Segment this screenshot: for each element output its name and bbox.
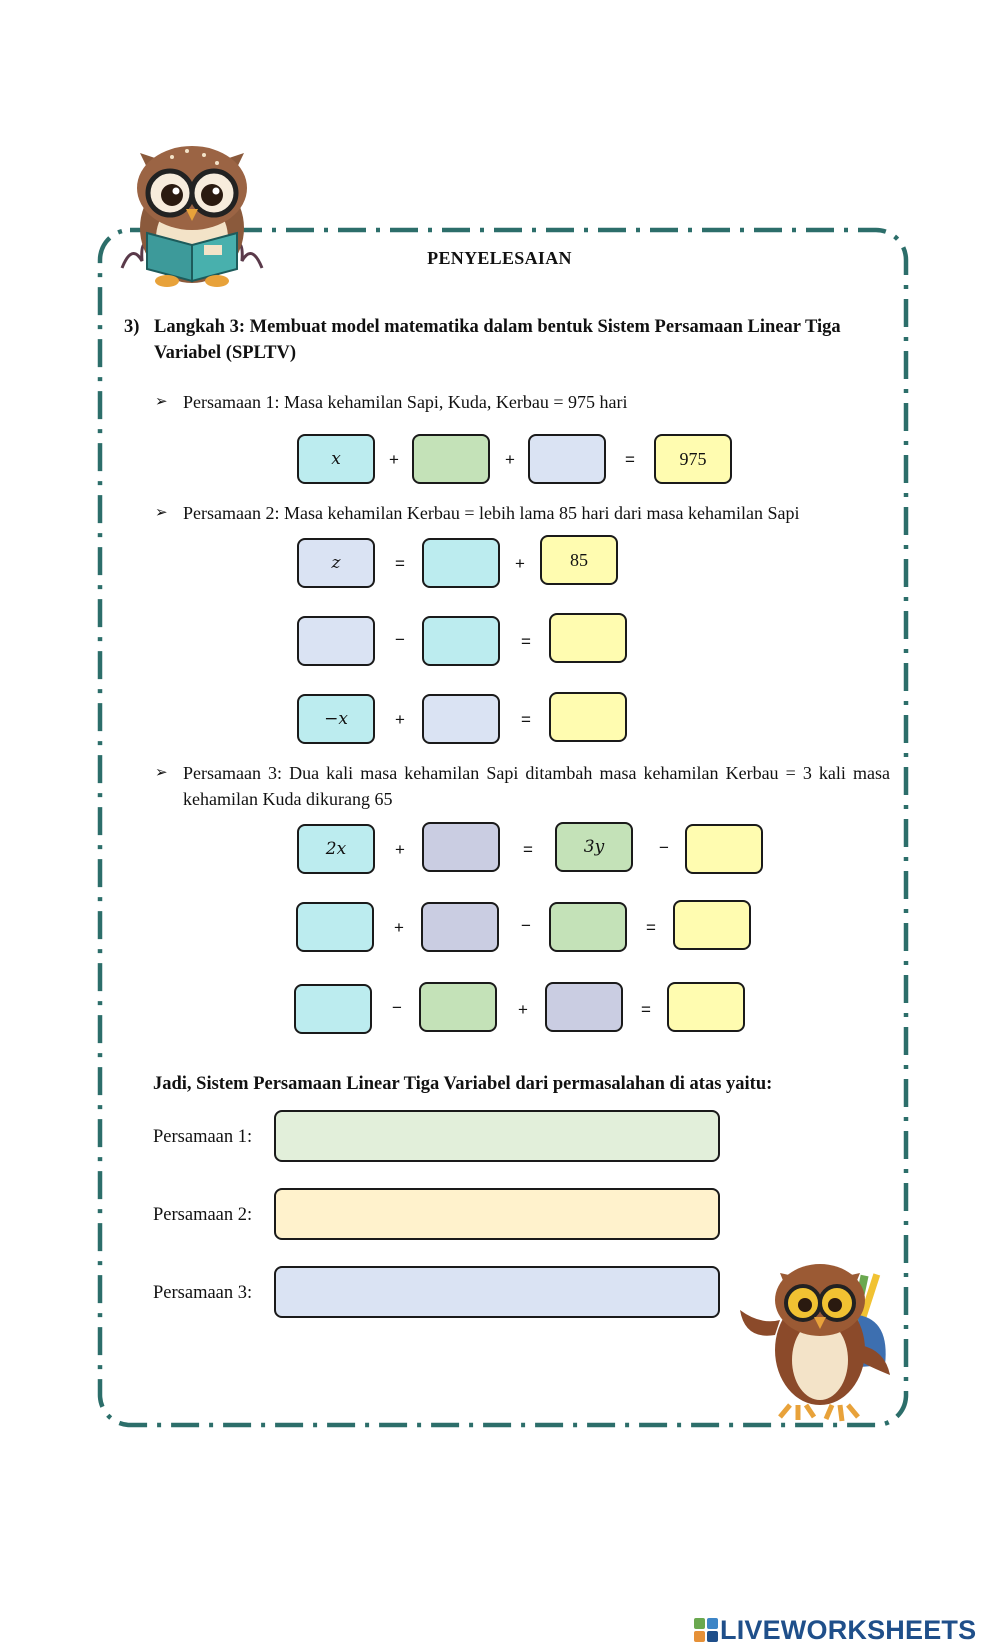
- eq2b-box-1[interactable]: [297, 616, 375, 666]
- owl-with-backpack-icon: [740, 1255, 910, 1425]
- step-text: Langkah 3: Membuat model matematika dalam bentuk Sistem Persamaan Linear Tiga Variabel (SPLTV): [154, 317, 841, 363]
- eq3a-box-3: 3y: [555, 822, 633, 872]
- eq3c-operator-1: −: [392, 998, 402, 1017]
- liveworksheets-logo: [694, 1615, 976, 1645]
- eq2c-box-3[interactable]: [549, 692, 627, 742]
- eq3a-box-4[interactable]: [685, 824, 763, 874]
- eq2b-box-2[interactable]: [422, 616, 500, 666]
- eq3b-box-1[interactable]: [296, 902, 374, 952]
- eq3b-box-4[interactable]: [673, 900, 751, 950]
- eq3c-box-3[interactable]: [545, 982, 623, 1032]
- bullet-text: Persamaan 3: Dua kali masa kehamilan Sapi ditambah masa kehamilan Kerbau = 3 kali masa kehamilan Kuda dikurang 65: [183, 763, 890, 809]
- eq1-box-2[interactable]: [412, 434, 490, 484]
- eq2c-box-2[interactable]: [422, 694, 500, 744]
- arrowhead-bullet-icon: ➢: [155, 394, 168, 410]
- arrowhead-bullet-icon: ➢: [155, 505, 168, 521]
- answer-field-2[interactable]: [274, 1188, 720, 1240]
- eq1-box-4: 975: [654, 434, 732, 484]
- bullet-text: Persamaan 1: Masa kehamilan Sapi, Kuda, Kerbau = 975 hari: [183, 392, 628, 412]
- arrowhead-bullet-icon: ➢: [155, 765, 168, 781]
- eq3a-operator-1: +: [395, 840, 405, 859]
- answer-field-1[interactable]: [274, 1110, 720, 1162]
- eq3a-operator-2: =: [523, 840, 533, 859]
- eq3b-operator-1: +: [394, 918, 404, 937]
- eq2b-operator-2: =: [521, 632, 531, 651]
- page-heading: PENYELESAIAN: [427, 248, 572, 268]
- eq2a-box-3: 85: [540, 535, 618, 585]
- eq3b-operator-2: −: [521, 916, 531, 935]
- eq2c-operator-1: +: [395, 710, 405, 729]
- eq3b-box-2[interactable]: [421, 902, 499, 952]
- eq1-operator-1: +: [389, 450, 399, 469]
- eq1-operator-3: =: [625, 450, 635, 469]
- answer-field-3[interactable]: [274, 1266, 720, 1318]
- answer-label-3: Persamaan 3:: [153, 1283, 253, 1303]
- eq2c-operator-2: =: [521, 710, 531, 729]
- eq2a-box-2[interactable]: [422, 538, 500, 588]
- eq3c-box-4[interactable]: [667, 982, 745, 1032]
- eq3c-box-1[interactable]: [294, 984, 372, 1034]
- conclusion-text: Jadi, Sistem Persamaan Linear Tiga Variabel dari permasalahan di atas yaitu:: [153, 1074, 773, 1094]
- eq2c-box-1: −x: [297, 694, 375, 744]
- eq3a-box-2[interactable]: [422, 822, 500, 872]
- eq2b-operator-1: −: [395, 630, 405, 649]
- liveworksheets-mark-icon: [694, 1618, 718, 1642]
- eq1-operator-2: +: [505, 450, 515, 469]
- eq1-box-1[interactable]: x: [297, 434, 375, 484]
- eq3c-operator-2: +: [518, 1000, 528, 1019]
- logo-text: LIVEWORKSHEETS: [720, 1614, 977, 1645]
- eq2b-box-3[interactable]: [549, 613, 627, 663]
- eq2a-operator-2: +: [515, 554, 525, 573]
- answer-label-2: Persamaan 2:: [153, 1205, 253, 1225]
- eq2a-box-1: z: [297, 538, 375, 588]
- answer-label-1: Persamaan 1:: [153, 1127, 253, 1147]
- eq3c-operator-3: =: [641, 1000, 651, 1019]
- step-number: 3): [124, 317, 140, 337]
- bullet-text: Persamaan 2: Masa kehamilan Kerbau = lebih lama 85 hari dari masa kehamilan Sapi: [183, 503, 800, 523]
- eq3c-box-2[interactable]: [419, 982, 497, 1032]
- eq3b-operator-3: =: [646, 918, 656, 937]
- owl-reading-book-icon: [112, 133, 272, 293]
- eq3a-box-1: 2x: [297, 824, 375, 874]
- eq3a-operator-3: −: [659, 838, 669, 857]
- eq1-box-3[interactable]: [528, 434, 606, 484]
- eq2a-operator-1: =: [395, 554, 405, 573]
- eq3b-box-3[interactable]: [549, 902, 627, 952]
